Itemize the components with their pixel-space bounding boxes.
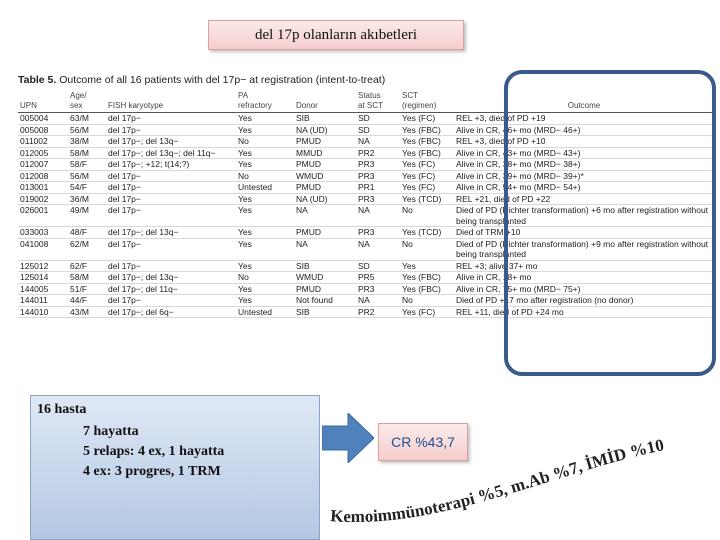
- table-cell: Alive in CR, 54+ mo (MRD− 54+): [454, 182, 714, 194]
- table-cell: NA: [356, 238, 400, 260]
- table-cell: 58/M: [68, 147, 106, 159]
- table-cell: Yes: [236, 124, 294, 136]
- table-cell: 012005: [18, 147, 68, 159]
- table-cell: Yes (FC): [400, 159, 454, 171]
- table-cell: Yes (FC): [400, 306, 454, 318]
- table-cell: del 17p−: [106, 113, 236, 125]
- table-cell: NA: [294, 238, 356, 260]
- table-cell: 38/M: [68, 136, 106, 148]
- summary-line-relapse: 5 relaps: 4 ex, 1 hayatta: [83, 444, 225, 459]
- table-cell: Died of PD (Richter transformation) +6 mo after registration without being transplanted: [454, 205, 714, 227]
- table-cell: Alive in CR, 43+ mo (MRD− 43+): [454, 147, 714, 159]
- table-cell: PMUD: [294, 159, 356, 171]
- table-cell: Yes: [236, 227, 294, 239]
- table-cell: 013001: [18, 182, 68, 194]
- table-cell: PR2: [356, 147, 400, 159]
- table-cell: del 17p−; del 6q−: [106, 306, 236, 318]
- table-cell: del 17p−; del 13q−: [106, 136, 236, 148]
- table-cell: No: [236, 272, 294, 284]
- table-cell: No: [400, 238, 454, 260]
- table-cell: Alive in CR, 18+ mo: [454, 272, 714, 284]
- table-cell: del 17p−; del 13q−: [106, 227, 236, 239]
- table-cell: PR2: [356, 306, 400, 318]
- table-cell: del 17p−: [106, 182, 236, 194]
- table-cell: Yes (FBC): [400, 147, 454, 159]
- table-cell: del 17p−: [106, 205, 236, 227]
- table-cell: Yes: [236, 159, 294, 171]
- summary-line-deaths: 4 ex: 3 progres, 1 TRM: [83, 464, 221, 479]
- table-cell: WMUD: [294, 170, 356, 182]
- table-cell: del 17p−: [106, 260, 236, 272]
- table-caption-text: Outcome of all 16 patients with del 17p− at registration (intent-to-treat): [59, 74, 386, 86]
- table-cell: PR3: [356, 193, 400, 205]
- table-cell: 125014: [18, 272, 68, 284]
- table-cell: SIB: [294, 306, 356, 318]
- table-cell: PMUD: [294, 136, 356, 148]
- table-cell: PR3: [356, 159, 400, 171]
- table-cell: 63/M: [68, 113, 106, 125]
- table-cell: 58/M: [68, 272, 106, 284]
- table-caption-label: Table 5.: [18, 74, 57, 86]
- table-cell: 51/F: [68, 283, 106, 295]
- table-cell: Died of TRM +10: [454, 227, 714, 239]
- table-cell: SD: [356, 124, 400, 136]
- table-cell: PR1: [356, 182, 400, 194]
- table-cell: PR3: [356, 283, 400, 295]
- table-cell: Yes: [236, 295, 294, 307]
- table-cell: SIB: [294, 113, 356, 125]
- table-cell: PMUD: [294, 182, 356, 194]
- table-header-cell: UPN: [18, 90, 68, 113]
- table-header-cell: SCT (regimen): [400, 90, 454, 113]
- patient-summary-box: [30, 395, 320, 540]
- table-header-cell: PA refractory: [236, 90, 294, 113]
- table-cell: del 17p−; +12; t(14;?): [106, 159, 236, 171]
- table-cell: 033003: [18, 227, 68, 239]
- summary-title: 16 hasta: [37, 402, 87, 417]
- table-cell: Yes: [236, 238, 294, 260]
- table-cell: PR3: [356, 227, 400, 239]
- table-cell: NA: [294, 205, 356, 227]
- table-cell: del 17p−: [106, 124, 236, 136]
- table-cell: REL +11, died of PD +24 mo: [454, 306, 714, 318]
- table-cell: del 17p−: [106, 193, 236, 205]
- table-cell: Yes (FBC): [400, 272, 454, 284]
- table-header-cell: Age/ sex: [68, 90, 106, 113]
- table-header-cell: Status at SCT: [356, 90, 400, 113]
- table-cell: NA: [356, 136, 400, 148]
- table-cell: 56/M: [68, 170, 106, 182]
- table-cell: SD: [356, 113, 400, 125]
- table-cell: REL +21, died of PD +22: [454, 193, 714, 205]
- table-cell: Yes (TCD): [400, 227, 454, 239]
- table-cell: No: [400, 295, 454, 307]
- table-cell: del 17p−; del 13q−; del 11q−: [106, 147, 236, 159]
- table-cell: Alive in CR, 46+ mo (MRD− 46+): [454, 124, 714, 136]
- table-cell: Untested: [236, 182, 294, 194]
- table-cell: Died of PD (Richter transformation) +9 mo after registration without being transplanted: [454, 238, 714, 260]
- table-cell: 56/M: [68, 124, 106, 136]
- table-header-cell: FISH karyotype: [106, 90, 236, 113]
- table-cell: Yes (FBC): [400, 283, 454, 295]
- treatment-wordart: [322, 425, 720, 540]
- table-cell: Yes: [236, 260, 294, 272]
- table-cell: NA: [356, 295, 400, 307]
- table-cell: Yes: [236, 113, 294, 125]
- table-cell: 005004: [18, 113, 68, 125]
- table-cell: Alive in CR, 39+ mo (MRD− 39+)*: [454, 170, 714, 182]
- table-cell: 44/F: [68, 295, 106, 307]
- table-cell: 019002: [18, 193, 68, 205]
- table-cell: Yes (FC): [400, 170, 454, 182]
- table-cell: PMUD: [294, 227, 356, 239]
- cr-rate-box: CR %43,7: [378, 423, 468, 461]
- table-cell: 58/F: [68, 159, 106, 171]
- table-cell: 62/M: [68, 238, 106, 260]
- summary-line-alive: 7 hayatta: [83, 424, 139, 439]
- table-cell: Alive in CR, 38+ mo (MRD− 38+): [454, 159, 714, 171]
- table-cell: Yes (FBC): [400, 136, 454, 148]
- table-cell: 43/M: [68, 306, 106, 318]
- table-cell: REL +3, died of PD +10: [454, 136, 714, 148]
- table-cell: del 17p−; del 11q−: [106, 283, 236, 295]
- table-cell: 012007: [18, 159, 68, 171]
- table-cell: Yes: [236, 193, 294, 205]
- table-cell: 144010: [18, 306, 68, 318]
- table-cell: SD: [356, 260, 400, 272]
- table-cell: 125012: [18, 260, 68, 272]
- table-cell: 012008: [18, 170, 68, 182]
- table-cell: Yes (FC): [400, 113, 454, 125]
- table-cell: REL +3, died of PD +19: [454, 113, 714, 125]
- table-cell: 041008: [18, 238, 68, 260]
- table-cell: Yes (FBC): [400, 124, 454, 136]
- table-cell: Yes: [236, 147, 294, 159]
- table-cell: MMUD: [294, 147, 356, 159]
- table-cell: Alive in CR, 75+ mo (MRD− 75+): [454, 283, 714, 295]
- table-cell: del 17p−: [106, 295, 236, 307]
- table-cell: No: [236, 136, 294, 148]
- table-cell: REL +3; alive 37+ mo: [454, 260, 714, 272]
- outcome-column-highlight: [504, 70, 716, 376]
- table-header-cell: Outcome: [454, 90, 714, 113]
- table-cell: Yes (TCD): [400, 193, 454, 205]
- table-cell: NA: [356, 205, 400, 227]
- table-cell: PR5: [356, 272, 400, 284]
- table-cell: del 17p−: [106, 170, 236, 182]
- table-cell: PMUD: [294, 283, 356, 295]
- table-cell: del 17p−; del 13q−: [106, 272, 236, 284]
- table-cell: Died of PD +17 mo after registration (no donor): [454, 295, 714, 307]
- table-cell: No: [400, 205, 454, 227]
- table-cell: WMUD: [294, 272, 356, 284]
- table-cell: 36/M: [68, 193, 106, 205]
- table-cell: Yes (FC): [400, 182, 454, 194]
- table-cell: 49/M: [68, 205, 106, 227]
- table-cell: 011002: [18, 136, 68, 148]
- wordart-text: [330, 435, 666, 526]
- table-cell: Yes: [400, 260, 454, 272]
- table-cell: Yes: [236, 205, 294, 227]
- table-cell: 026001: [18, 205, 68, 227]
- table-cell: del 17p−: [106, 238, 236, 260]
- table-cell: NA (UD): [294, 193, 356, 205]
- table-cell: 144005: [18, 283, 68, 295]
- table-cell: 48/F: [68, 227, 106, 239]
- table-cell: 144011: [18, 295, 68, 307]
- wordart-textpath: Kemoimmünoterapi %5, m.Ab %7, İMİD %10: [329, 435, 666, 527]
- table-cell: 62/F: [68, 260, 106, 272]
- table-cell: Yes: [236, 283, 294, 295]
- table-cell: Untested: [236, 306, 294, 318]
- table-cell: No: [236, 170, 294, 182]
- table-cell: 005008: [18, 124, 68, 136]
- table-cell: 54/F: [68, 182, 106, 194]
- table-cell: SIB: [294, 260, 356, 272]
- table-header-cell: Donor: [294, 90, 356, 113]
- table-cell: PR3: [356, 170, 400, 182]
- slide-title: del 17p olanların akıbetleri: [208, 20, 464, 50]
- table-cell: NA (UD): [294, 124, 356, 136]
- table-cell: Not found: [294, 295, 356, 307]
